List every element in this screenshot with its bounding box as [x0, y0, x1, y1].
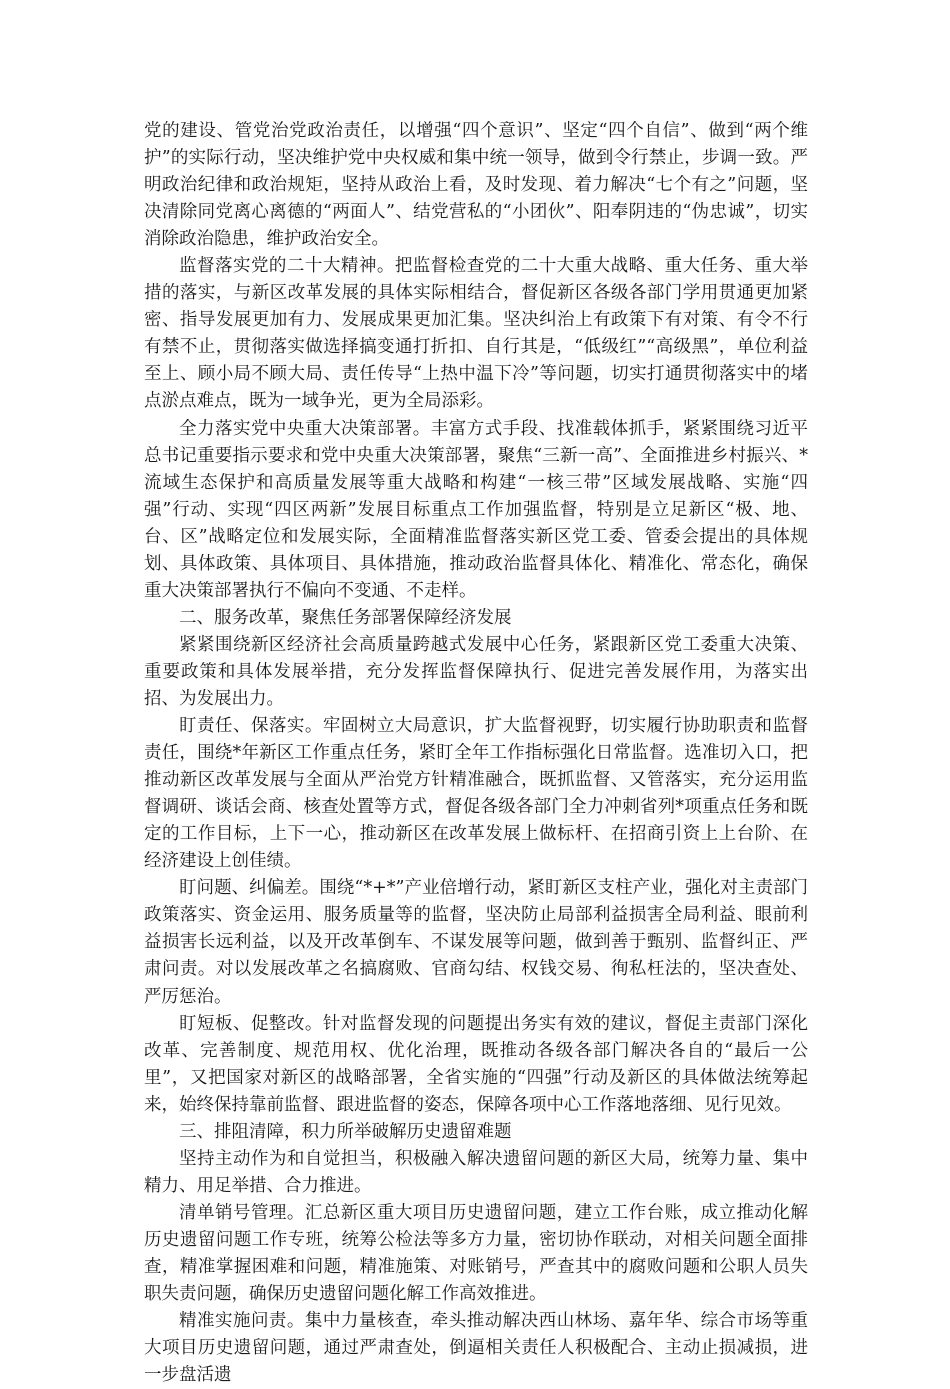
paragraph-section-2-intro: 紧紧围绕新区经济社会高质量跨越式发展中心任务，紧跟新区党工委重大决策、重要政策和具体发展举措，充分发挥监督保障执行、促进完善发展作用，为落实出招、为发展出力。: [144, 634, 808, 709]
paragraph-section-3-intro: 坚持主动作为和自觉担当，积极融入解决遗留问题的新区大局，统筹力量、集中精力、用足举措、合力推进。: [144, 1148, 808, 1196]
paragraph-continuation: 党的建设、管党治党政治责任，以增强“四个意识”、坚定“四个自信”、做到“两个维护”的实际行动，坚决维护党中央权威和集中统一领导，做到令行禁止，步调一致。严明政治纪律和政治规矩，坚持从政治上看，及时发现、着力解决“七个有之”问题，坚决清除同党离心离德的“两面人”、结党营私的“小团伙”、阳奉阴违的“伪忠诚”，切实消除政治隐患，维护政治安全。: [144, 121, 808, 250]
paragraph-study-20th-congress: 监督落实党的二十大精神。把监督检查党的二十大重大战略、重大任务、重大举措的落实，与新区改革发展的具体实际相结合，督促新区各级各部门学用贯通更加紧密、指导发展更加有力、发展成果更加汇集。坚决纠治上有政策下有对策、有令不行有禁不止，贯彻落实做选择搞变通打折扣、自行其是，“低级红”“高级黑”，单位利益至上、顾小局不顾大局、责任传导“上热中温下冷”等问题，切实打通贯彻落实中的堵点淤点难点，既为一域争光，更为全局添彩。: [144, 256, 808, 412]
paragraph-shortcomings: 盯短板、促整改。针对监督发现的问题提出务实有效的建议，督促主责部门深化改革、完善制度、规范用权、优化治理，既推动各级各部门解决各自的“最后一公里”，又把国家对新区的战略部署，全省实施的“四强”行动及新区的具体做法统筹起来，始终保持靠前监督、跟进监督的姿态，保障各项中心工作落地落细、见行见效。: [144, 1013, 808, 1115]
paragraph-responsibility: 盯责任、保落实。牢固树立大局意识，扩大监督视野，切实履行协助职责和监督责任，围绕*年新区工作重点任务，紧盯全年工作指标强化日常监督。选准切入口，把推动新区改革发展与全面从严治党方针精准融合，既抓监督、又管落实，充分运用监督调研、谈话会商、核查处置等方式，督促各级各部门全力冲刺省列*项重点任务和既定的工作目标，上下一心，推动新区在改革发展上做标杆、在招商引资上上台阶、在经济建设上创佳绩。: [144, 716, 808, 872]
paragraph-checklist: 清单销号管理。汇总新区重大项目历史遗留问题，建立工作台账，成立推动化解历史遗留问题工作专班，统筹公检法等多方力量，密切协作联动，对相关问题全面排查，精准掌握困难和问题，精准施策、对账销号，严查其中的腐败问题和公职人员失职失责问题，确保历史遗留问题化解工作高效推进。: [144, 1202, 808, 1305]
document-body: [144, 118, 808, 1389]
paragraph-problems: 盯问题、纠偏差。围绕“*+*”产业倍增行动，紧盯新区支柱产业，强化对主责部门政策落实、资金运用、服务质量等的监督，坚决防止局部利益损害全局利益、眼前利益损害长远利益，以及开改革倒车、不谋发展等问题，做到善于甄别、监督纠正、严肃问责。对以发展改革之名搞腐败、官商勾结、权钱交易、徇私枉法的，坚决查处、严厉惩治。: [144, 878, 808, 1007]
paragraph-accountability: 精准实施问责。集中力量核查，牵头推动解决西山林场、嘉年华、综合市场等重大项目历史遗留问题，通过严肃查处，倒逼相关责任人积极配合、主动止损减损，进一步盘活遗: [144, 1311, 808, 1386]
section-heading-3: 三、排阻清障，积力所举破解历史遗留难题: [179, 1121, 512, 1142]
section-heading-2: 二、服务改革，聚焦任务部署保障经济发展: [179, 607, 512, 628]
paragraph-central-decisions: 全力落实党中央重大决策部署。丰富方式手段、找准载体抓手，紧紧围绕习近平总书记重要指示要求和党中央重大决策部署，聚焦“三新一高”、全面推进乡村振兴、*流域生态保护和高质量发展等重大战略和构建“一核三带”区域发展战略、实施“四强”行动、实现“四区两新”发展目标重点工作加强监督，特别是立足新区“极、地、台、区”战略定位和发展实际，全面精准监督落实新区党工委、管委会提出的具体规划、具体政策、具体项目、具体措施，推动政治监督具体化、精准化、常态化，确保重大决策部署执行不偏向不变通、不走样。: [144, 418, 808, 601]
